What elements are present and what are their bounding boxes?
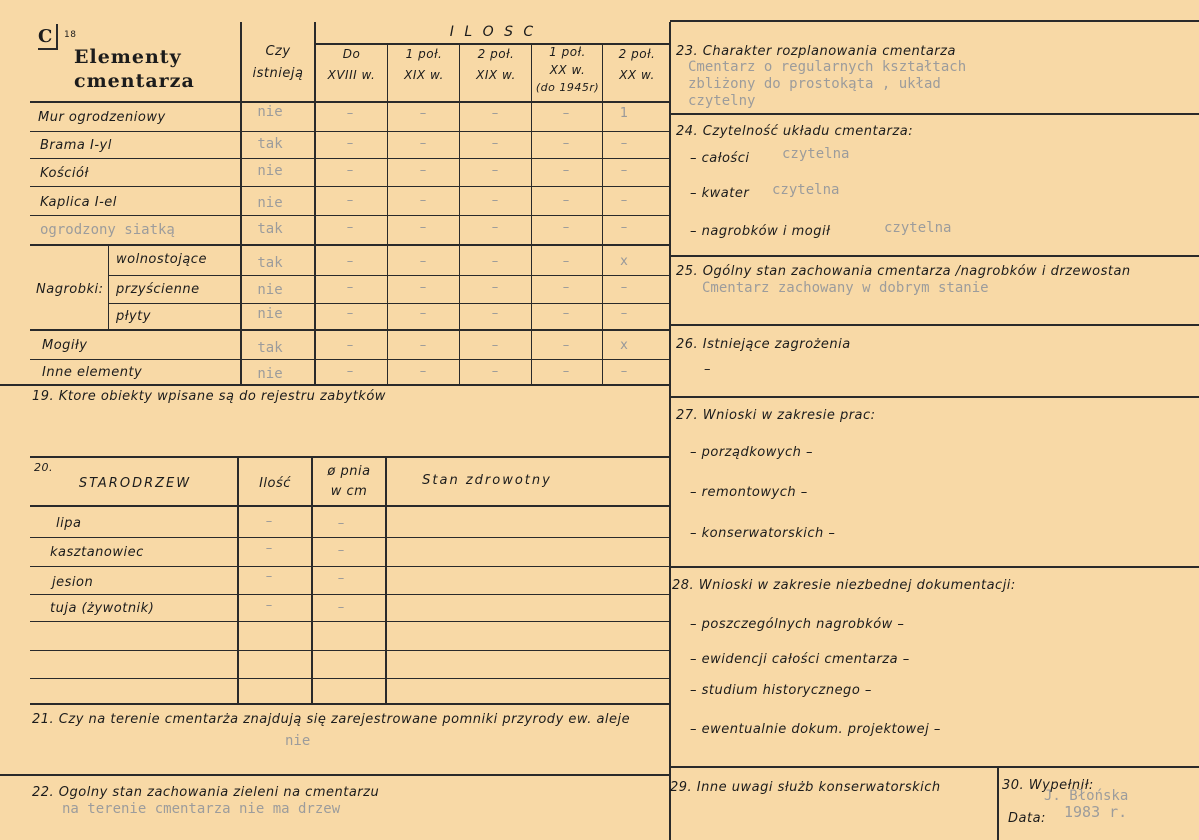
col-divider [387, 44, 388, 384]
row-divider [30, 359, 670, 360]
row-divider [670, 324, 1199, 326]
tree-pien: – [337, 543, 345, 558]
q19-label: 19. Ktore obiekty wpisane są do rejestru zabytków [32, 389, 386, 404]
period-4-l3: (do 1945r) [535, 81, 600, 94]
period-mark: – [346, 280, 354, 295]
row-divider [670, 113, 1199, 115]
period-mark: – [620, 163, 628, 178]
form-sup: 18 [64, 30, 77, 40]
period-mark: – [562, 163, 570, 178]
period-mark: – [346, 254, 354, 269]
q23-answer: Cmentarz o regularnych kształtach [688, 59, 967, 75]
period-mark: – [491, 193, 499, 208]
q28-item: – poszczególnych nagrobków – [690, 617, 905, 632]
col-divider [531, 44, 532, 384]
period-5-l2: XX w. [619, 68, 655, 82]
row-divider [30, 703, 670, 705]
period-mark: – [419, 136, 427, 151]
center-divider [669, 22, 671, 840]
exists-value: tak [257, 340, 283, 356]
nagrobki-label: Nagrobki: [36, 282, 104, 297]
period-mark: – [620, 364, 628, 379]
exists-value: tak [257, 255, 283, 271]
row-divider [30, 456, 670, 458]
col-divider [385, 456, 387, 704]
period-mark: – [346, 193, 354, 208]
exists-value: nie [257, 282, 283, 298]
row-divider [314, 43, 670, 45]
exists-value: nie [257, 306, 283, 322]
period-mark: – [491, 136, 499, 151]
q23-answer: czytelny [688, 93, 756, 109]
q30-label: 30. Wypełnił: [1002, 778, 1094, 793]
q28-item: – ewidencji całości cmentarza – [690, 652, 910, 667]
tree-pien-header-2: w cm [330, 484, 368, 499]
row-divider [670, 20, 1199, 22]
period-mark: – [491, 220, 499, 235]
period-mark: – [620, 306, 628, 321]
period-mark: – [419, 338, 427, 353]
row-divider [30, 505, 670, 507]
period-mark: – [491, 280, 499, 295]
q24-item-label: – kwater [690, 186, 750, 201]
period-mark: x [620, 254, 628, 269]
period-mark: – [346, 306, 354, 321]
exists-value: nie [257, 195, 283, 211]
q22-label: 22. Ogolny stan zachowania zieleni na cmentarzu [32, 785, 380, 800]
q25-label: 25. Ogólny stan zachowania cmentarza /nagrobków i drzewostan [676, 264, 1131, 279]
tree-stan-header: Stan zdrowotny [422, 473, 552, 488]
row-divider [30, 329, 670, 331]
tree-pien: – [337, 571, 345, 586]
q30-date-label: Data: [1008, 811, 1046, 826]
q28-item: – studium historycznego – [690, 683, 872, 698]
exists-value: tak [257, 221, 283, 237]
period-mark: – [562, 280, 570, 295]
period-mark: – [346, 136, 354, 151]
period-2-l2: XIX w. [404, 68, 444, 82]
period-mark: – [620, 193, 628, 208]
q23-label: 23. Charakter rozplanowania cmentarza [676, 44, 956, 59]
period-mark: – [491, 254, 499, 269]
row-divider [30, 650, 670, 651]
q24-label: 24. Czytelność układu cmentarza: [676, 124, 914, 139]
q28-item: – ewentualnie dokum. projektowej – [690, 722, 941, 737]
row-divider [670, 566, 1199, 568]
q27-item: – porządkowych – [690, 445, 814, 460]
period-mark: – [419, 106, 427, 121]
q29-label: 29. Inne uwagi służb konserwatorskich [670, 780, 941, 795]
q24-item-label: – nagrobków i mogił [690, 224, 831, 239]
exists-value: tak [257, 136, 283, 152]
tree-name: kasztanowiec [50, 545, 144, 560]
row-divider [30, 621, 670, 622]
col-divider [459, 44, 460, 384]
row-divider [30, 594, 670, 595]
element-label: przyścienne [116, 282, 200, 297]
row-divider [670, 396, 1199, 398]
element-label: Kaplica I-el [40, 195, 117, 210]
period-mark: – [562, 254, 570, 269]
q24-item-value: czytelna [772, 182, 840, 198]
element-label: Brama I-yl [40, 138, 112, 153]
period-mark: – [419, 163, 427, 178]
q23-answer: zbliżony do prostokąta , układ [688, 76, 941, 92]
period-5-l1: 2 poł. [618, 47, 656, 61]
period-mark: – [419, 306, 427, 321]
period-mark: – [419, 364, 427, 379]
period-mark: – [346, 338, 354, 353]
q24-item-label: – całości [690, 151, 750, 166]
element-label: płyty [116, 309, 151, 324]
period-1-l1: Do [342, 47, 361, 61]
row-divider [30, 131, 670, 132]
row-divider [670, 766, 1199, 768]
ilosc-header: I L O S C [449, 24, 537, 40]
q26-label: 26. Istniejące zagrożenia [676, 337, 851, 352]
period-1-l2: XVIII w. [327, 68, 376, 82]
row-divider [30, 678, 670, 679]
period-3-l1: 2 poł. [477, 47, 515, 61]
q20-num: 20. [34, 461, 53, 474]
exists-value: nie [257, 104, 283, 120]
element-label: Inne elementy [42, 365, 143, 380]
tree-name: tuja (żywotnik) [50, 601, 155, 616]
period-mark: – [491, 338, 499, 353]
row-divider [108, 303, 670, 304]
element-label: Mur ogrodzeniowy [38, 110, 166, 125]
period-mark: – [346, 220, 354, 235]
element-label-typed: ogrodzony siatką [40, 222, 175, 238]
period-mark: – [491, 364, 499, 379]
col-divider [602, 44, 603, 384]
row-divider [30, 537, 670, 538]
form-code: C [38, 26, 53, 47]
tree-ilosc: – [265, 569, 273, 584]
exists-value: nie [257, 163, 283, 179]
period-mark: – [346, 364, 354, 379]
row-divider [30, 215, 670, 216]
q22-answer: na terenie cmentarza nie ma drzew [62, 801, 341, 817]
tree-name: lipa [56, 516, 82, 531]
q27-item: – konserwatorskich – [690, 526, 836, 541]
tree-pien: – [337, 600, 345, 615]
period-mark: – [419, 280, 427, 295]
element-label: Mogiły [42, 338, 88, 353]
period-mark: – [562, 364, 570, 379]
period-mark: – [491, 106, 499, 121]
period-4-l1: 1 poł. [549, 45, 586, 59]
q21-answer: nie [285, 733, 311, 749]
czy-header-2: istnieją [252, 66, 304, 81]
row-divider [30, 244, 670, 246]
q24-item-value: czytelna [884, 220, 952, 236]
form-code-bracket [38, 48, 58, 50]
period-mark: – [562, 136, 570, 151]
period-mark: – [346, 106, 354, 121]
col-divider [237, 456, 239, 704]
starodrzew-header: STARODRZEW [78, 476, 192, 491]
row-divider [30, 158, 670, 159]
q30-date: 1983 r. [1064, 803, 1128, 821]
period-mark: – [562, 306, 570, 321]
period-mark: – [419, 193, 427, 208]
q30-name: J. Błońska [1044, 788, 1129, 804]
q26-answer: – [704, 362, 711, 377]
row-divider [0, 774, 670, 776]
col-divider [108, 246, 109, 330]
row-divider [108, 275, 670, 276]
tree-ilosc: – [265, 541, 273, 556]
period-mark: – [562, 220, 570, 235]
period-mark: – [419, 220, 427, 235]
period-mark: – [346, 163, 354, 178]
tree-pien: – [337, 516, 345, 531]
period-mark: – [491, 306, 499, 321]
period-mark: – [491, 163, 499, 178]
period-mark: – [620, 280, 628, 295]
period-mark: 1 [619, 106, 629, 121]
tree-pien-header: ø pnia [327, 464, 371, 479]
card-title-line2: cmentarza [74, 70, 195, 92]
element-label: Kościół [40, 166, 89, 181]
row-divider [30, 186, 670, 187]
card-title-line1: Elementy [74, 46, 182, 68]
q21-label: 21. Czy na terenie cmentarża znajdują się zarejestrowane pomniki przyrody ew. aleje [32, 712, 631, 727]
period-4-l2: XX w. [549, 63, 586, 77]
row-divider [30, 101, 670, 103]
tree-ilosc: – [265, 514, 273, 529]
element-label: wolnostojące [116, 252, 207, 267]
period-mark: – [562, 193, 570, 208]
q27-item: – remontowych – [690, 485, 808, 500]
col-divider [997, 766, 999, 840]
czy-header: Czy [265, 44, 291, 59]
period-3-l2: XIX w. [476, 68, 516, 82]
period-mark: – [419, 254, 427, 269]
row-divider [30, 566, 670, 567]
row-divider [670, 255, 1199, 257]
period-mark: x [620, 338, 628, 353]
q27-label: 27. Wnioski w zakresie prac: [676, 408, 876, 423]
form-code-bracket [56, 24, 58, 48]
q28-label: 28. Wnioski w zakresie niezbednej dokumentacji: [672, 578, 1016, 593]
period-mark: – [620, 220, 628, 235]
q24-item-value: czytelna [782, 146, 850, 162]
period-mark: – [620, 136, 628, 151]
q25-answer: Cmentarz zachowany w dobrym stanie [702, 280, 989, 296]
row-divider [0, 384, 670, 386]
period-2-l1: 1 poł. [405, 47, 443, 61]
period-mark: – [562, 338, 570, 353]
tree-ilosc: – [265, 598, 273, 613]
tree-ilosc-header: Ilość [259, 476, 291, 491]
exists-value: nie [257, 366, 283, 382]
period-mark: – [562, 106, 570, 121]
tree-name: jesion [52, 575, 94, 590]
